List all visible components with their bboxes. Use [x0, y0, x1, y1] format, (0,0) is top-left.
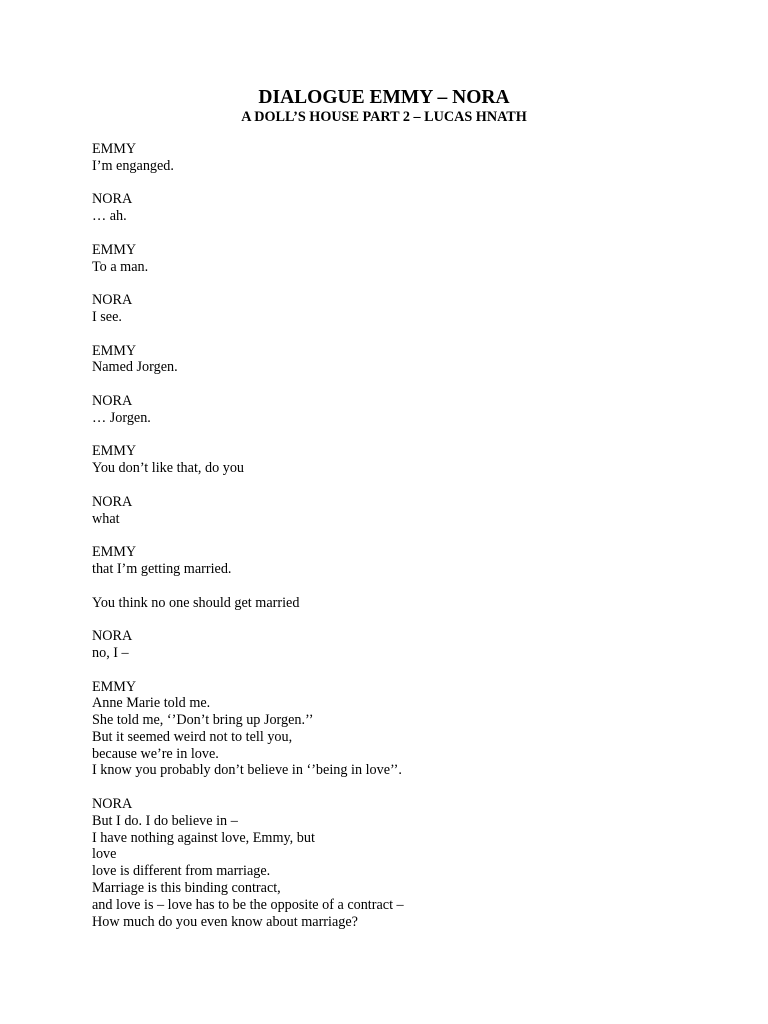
dialogue-block: [92, 628, 712, 662]
speaker-name: EMMY: [92, 141, 137, 157]
dialogue-line: I know you probably don’t believe in ‘’being in love’’.: [92, 762, 402, 779]
speaker-name: EMMY: [92, 342, 137, 359]
dialogue-line: that I’m getting married.: [92, 560, 232, 577]
document-subtitle: A DOLL’S HOUSE PART 2 – LUCAS HNATH: [241, 109, 527, 125]
speaker-name: EMMY: [92, 241, 137, 258]
dialogue-block: [92, 544, 712, 578]
dialogue-block: [92, 679, 712, 780]
dialogue-block: [92, 141, 712, 175]
dialogue-line: … Jorgen.: [92, 409, 151, 426]
speaker-name: NORA: [92, 628, 133, 645]
speaker-name: EMMY: [92, 443, 137, 460]
dialogue-block: [92, 443, 712, 477]
dialogue-line: But it seemed weird not to tell you,: [92, 728, 293, 745]
dialogue-body: [92, 141, 712, 947]
dialogue-line: Anne Marie told me.: [92, 695, 211, 712]
dialogue-line: and love is – love has to be the opposite of a contract –: [92, 896, 404, 913]
dialogue-line: because we’re in love.: [92, 745, 219, 762]
dialogue-line: Marriage is this binding contract,: [92, 880, 281, 897]
dialogue-line: love: [92, 846, 117, 863]
dialogue-line: … ah.: [92, 208, 127, 225]
dialogue-block: [92, 191, 712, 225]
dialogue-line: I have nothing against love, Emmy, but: [92, 829, 315, 846]
dialogue-line: love is different from marriage.: [92, 863, 271, 880]
speaker-name: NORA: [92, 796, 133, 813]
dialogue-line: I see.: [92, 308, 122, 325]
dialogue-line: no, I –: [92, 644, 129, 661]
dialogue-line: You don’t like that, do you: [92, 460, 245, 477]
dialogue-block: [92, 343, 712, 377]
speaker-name: NORA: [92, 191, 133, 208]
dialogue-line: I’m enganged.: [92, 157, 174, 174]
dialogue-line: You think no one should get married: [92, 594, 300, 611]
dialogue-line: To a man.: [92, 258, 149, 275]
speaker-name: EMMY: [92, 678, 137, 695]
speaker-name: NORA: [92, 493, 133, 510]
dialogue-block: [92, 242, 712, 276]
dialogue-line: Named Jorgen.: [92, 359, 178, 376]
dialogue-line: She told me, ‘’Don’t bring up Jorgen.’’: [92, 712, 314, 729]
speaker-name: NORA: [92, 392, 133, 409]
dialogue-block: [92, 292, 712, 326]
dialogue-block: [92, 796, 712, 930]
dialogue-block: [92, 393, 712, 427]
dialogue-line: How much do you even know about marriage?: [92, 913, 358, 930]
document-title: DIALOGUE EMMY – NORA: [258, 87, 510, 108]
dialogue-block: [92, 494, 712, 528]
dialogue-line: what: [92, 510, 120, 527]
speaker-name: EMMY: [92, 544, 137, 561]
speaker-name: NORA: [92, 292, 133, 309]
dialogue-line: But I do. I do believe in –: [92, 812, 238, 829]
dialogue-block: [92, 595, 712, 612]
